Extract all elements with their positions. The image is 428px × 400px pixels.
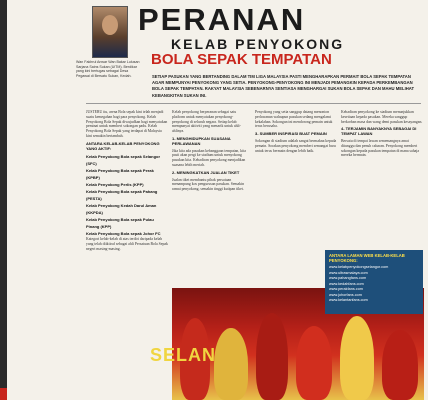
club-item: Kelab Penyokong Bola sepak Pahang (PESTA) xyxy=(86,189,158,202)
intro-paragraph: JUSTERU itu, arena Bola sepak kini telah menjadi suatu kemegahan bagi para penyokong. Kelab Penyokong Bola Sepak diwujudkan bagi menyatukan peminat untuk memberi sokongan padu. Kelab Penyokong Bola Sepak yang terdapat di Malaysia kini semakin bertambah. xyxy=(86,110,168,138)
club-item: Kelab Penyokong Bola sepak Selangor (SFC) xyxy=(86,154,161,167)
column-2 xyxy=(172,110,250,194)
website-link[interactable]: www.perakfans.com xyxy=(329,287,363,291)
club-item: Kelab Penyokong Kedah Darul Aman (KKPDA) xyxy=(86,203,157,216)
section-heading-2: 2- MENINGKATKAN JUALAN TIKET xyxy=(172,169,240,175)
author-photo xyxy=(92,6,128,58)
section-heading-4: 4- TERJAMIN BANYAKNYA SEBAGAI DI TEMPAT LAWAN xyxy=(341,126,417,137)
clubs-heading: ANTARA KELAB-KELAB PENYOKONG YANG AKTIF: xyxy=(86,140,160,151)
col3-text: Penyokong yang setia sanggup datang menonton perlawanan walaupun pasukan sedang mengalami kekalahan. Sokongan ini mendorong pemain untuk terus berusaha. xyxy=(255,110,333,129)
club-item: Kelab Penyokong Bola sepak Perak (KPBP) xyxy=(86,168,154,181)
website-link[interactable]: www.johorfans.com xyxy=(329,292,362,297)
page-subtitle-2: BOLA SEPAK TEMPATAN xyxy=(151,51,332,68)
column-4 xyxy=(341,110,423,160)
website-link[interactable]: www.pahangfans.com xyxy=(329,276,367,280)
col4-text: Kehadiran penyokong ke stadium menunjukkan kesetiaan kepada pasukan. Mereka sanggup berkorban masa dan wang demi pasukan kesayangan. xyxy=(341,110,423,124)
section-text-4: Bersatu di tempat lawan sememangnya amat ditunggu dan penuh cabaran. Penyokong memberi sokongan kepada pasukan tempatan di mana sahaja mereka bermain. xyxy=(341,138,420,158)
page-title: PERANAN xyxy=(138,2,306,37)
supporter-figure xyxy=(256,313,288,400)
column-1 xyxy=(86,110,168,254)
author-face xyxy=(102,15,118,35)
column-3 xyxy=(255,110,337,155)
website-info-box xyxy=(325,250,423,314)
website-link[interactable]: www.ultrasmalaya.com xyxy=(329,270,368,275)
club-item: Kelab Penyokong Bola sepak Johor FC xyxy=(86,231,161,237)
page-binding-edge xyxy=(0,0,7,400)
website-link[interactable]: www.kelantanfans.com xyxy=(329,298,368,302)
clubs-list xyxy=(86,153,168,237)
website-link[interactable]: www.kedahfans.com xyxy=(329,281,364,286)
section-heading-1: 1- MENGHIDUPKAN SUASANA PERLAWANAN xyxy=(172,135,231,146)
section-text-2: Jualan tiket membantu pihak persatuan menampung kos pengurusan pasukan. Semakin ramai penyokong, semakin tinggi kutipan tiket. xyxy=(172,177,245,192)
lead-paragraph: SETIAP PASUKAN YANG BERTANDING DALAM TIM LIGA MALAYSIA PASTI MENGHARAPKAN PERMAIT BOLA SEPAK TEMPATAN AGAR MEMPUNYAI PENYOKONG YANG SETIA. PENYOKONG-PENYOKONG INI MENJADI PEMANGKIN KEPADA PERKEMBANGAN BOLA SEPAK TEMPATAN. RAKYAT MALAYSIA SEBENARNYA SENTIASA MENGHARGAI SUKAN BOLA SEPAK DAN MAHU MELIHAT KEBANGKITAN SUKAN INI. xyxy=(152,74,415,98)
photo-banner-text: SELAN xyxy=(150,345,217,365)
section-heading-3: 3- SUMBER INSPIRASI BUAT PEMAIN xyxy=(255,131,327,137)
supporter-figure xyxy=(296,326,332,400)
supporter-figure xyxy=(340,316,374,400)
info-box-title: ANTARA LAMAN WEB KELAB-KELAB PENYOKONG: xyxy=(329,253,405,263)
divider xyxy=(86,103,421,104)
club-item: Kelab Penyokong Perlis (KPP) xyxy=(86,182,144,188)
col2-text: Kelab penyokong berperanan sebagai satu platform untuk menyatukan penyokong-penyokong di seluruh negara. Setiap kelab mempunyai aktiviti yang menarik untuk ahli-ahlinya. xyxy=(172,110,241,134)
supporter-figure xyxy=(382,330,418,400)
edge-color-tab xyxy=(0,388,7,400)
section-text-3: Sokongan di stadium adalah sangat bermakna kepada pemain. Sorakan penyokong memberi semangat baru untuk terus bermain dengan lebih baik. xyxy=(255,138,337,153)
website-link[interactable]: www.kelabpenyokongselangor.com xyxy=(329,265,389,269)
supporter-figure xyxy=(214,328,248,400)
club-item: Kelab Penyokong Bola sepak Pulau Pinang (KPP) xyxy=(86,217,154,230)
page-subtitle-1: KELAB PENYOKONG xyxy=(171,36,345,52)
clubs-closing: Kategori kelab-kelab di atas terdiri daripada kelab yang telah diiktiraf sebagai ahli Persatuan Bola Sepak negeri masing-masing. xyxy=(86,237,168,251)
author-bio: Wan Fakhrul Anwar Wan Bakar Lulusan Sarjana Sains Sukan (UiTM). Berdikar yang kini bertugas sebagai Desa Pegawai di Bersatu Sukan, Kedah. xyxy=(76,60,140,78)
section-text-1: Jika kita ada pasukan kebanggaan tempatan, kita pasti akan pergi ke stadium untuk menyokong pasukan kita. Kehadiran penyokong menjadikan suasana lebih meriah. xyxy=(172,148,246,167)
